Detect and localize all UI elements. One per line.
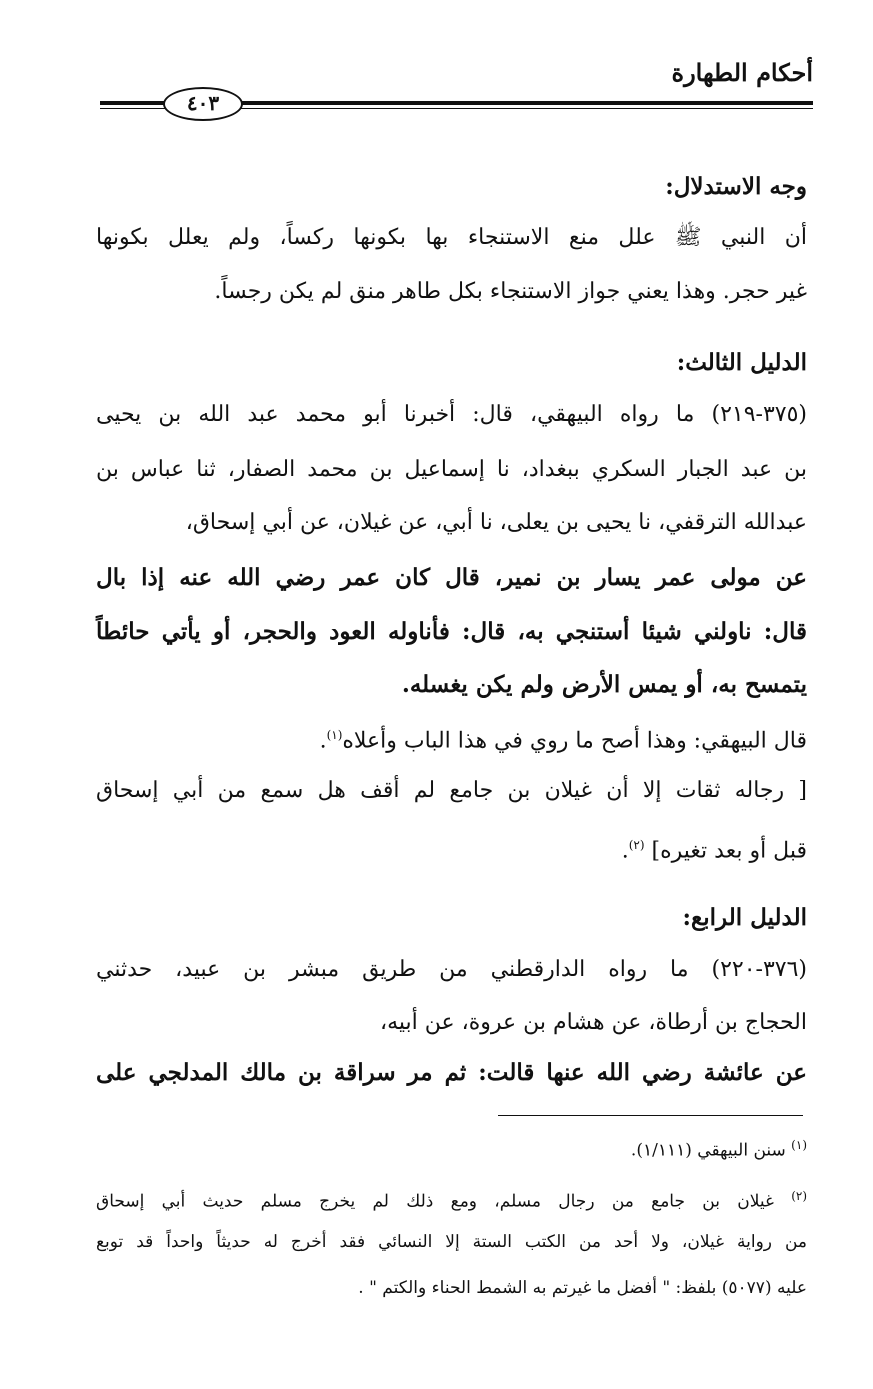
hadith-text-line: يتمسح به، أو يمس الأرض ولم يكن يغسله. bbox=[401, 671, 807, 698]
isnad-line: (٣٧٥-٢١٩) ما رواه البيهقي، قال: أخبرنا أبو محمد عبد الله بن يحيى bbox=[96, 402, 807, 427]
hadith-text-line: قال: ناولني شيئا أستنجي به، قال: فأناوله العود والحجر، أو يأتي حائطاً bbox=[96, 618, 807, 645]
bayhaqi-comment-text: قال البيهقي: وهذا أصح ما روي في هذا الباب وأعلاه bbox=[342, 728, 807, 754]
footnote-2-line: من رواية غيلان، ولا أحد من الكتب الستة إلا النسائي فقد أخرج له حديثاً واحداً قد توبع bbox=[96, 1232, 807, 1252]
footnote-2 bbox=[96, 1184, 807, 1214]
period: . bbox=[621, 838, 629, 864]
footnote-marker-2: (٢) bbox=[628, 838, 645, 852]
footnote-marker-1: (١) bbox=[326, 728, 343, 742]
grading-text: قبل أو بعد تغيره] bbox=[651, 838, 807, 864]
bayhaqi-comment bbox=[96, 720, 807, 756]
footnote-2-line: عليه (٥٠٧٧) بلفظ: " أفضل ما غيرتم به الشمط الحناء والكتم " . bbox=[358, 1278, 807, 1298]
footnote-2-marker: (٢) bbox=[791, 1189, 808, 1203]
heading-wajh-istidlal: وجه الاستدلال: bbox=[665, 173, 807, 200]
footnote-separator bbox=[498, 1115, 803, 1116]
grading-line: [ رجاله ثقات إلا أن غيلان بن جامع لم أقف هل سمع من أبي إسحاق bbox=[96, 778, 807, 803]
paragraph-line: غير حجر. وهذا يعني جواز الاستنجاء بكل طاهر منق لم يكن رجساً. bbox=[214, 279, 807, 304]
hadith-text-line: عن مولى عمر يسار بن نمير، قال كان عمر رضي الله عنه إذا بال bbox=[96, 564, 807, 591]
footnote-2-line: غيلان بن جامع من رجال مسلم، ومع ذلك لم يخرج مسلم حديث أبي إسحاق bbox=[96, 1191, 774, 1212]
heading-third-evidence: الدليل الثالث: bbox=[676, 349, 807, 376]
footnote-1-marker: (١) bbox=[791, 1138, 807, 1152]
running-title: أحكام الطهارة bbox=[671, 58, 813, 87]
isnad-line: (٣٧٦-٢٢٠) ما رواه الدارقطني من طريق مبشر بن عبيد، حدثني bbox=[96, 957, 807, 982]
footnote-1-text: سنن البيهقي (١/١١١). bbox=[630, 1140, 786, 1161]
page-number: ٤٠٣ bbox=[163, 87, 243, 121]
isnad-line: بن عبد الجبار السكري ببغداد، نا إسماعيل بن محمد الصفار، ثنا عباس بن bbox=[96, 457, 807, 482]
grading-line-end bbox=[96, 830, 807, 866]
paragraph-line: أن النبي ﷺ علل منع الاستنجاء بها بكونها ركساً، ولم يعلل بكونها bbox=[96, 225, 807, 250]
isnad-line: الحجاج بن أرطاة، عن هشام بن عروة، عن أبيه، bbox=[380, 1010, 807, 1035]
period: . bbox=[319, 728, 327, 754]
heading-fourth-evidence: الدليل الرابع: bbox=[682, 904, 807, 931]
hadith-text-line: عن عائشة رضي الله عنها قالت: ثم مر سراقة بن مالك المدلجي على bbox=[96, 1059, 807, 1086]
isnad-line: عبدالله الترقفي، نا يحيى بن يعلى، نا أبي، عن غيلان، عن أبي إسحاق، bbox=[185, 510, 807, 535]
footnote-1 bbox=[96, 1133, 807, 1163]
